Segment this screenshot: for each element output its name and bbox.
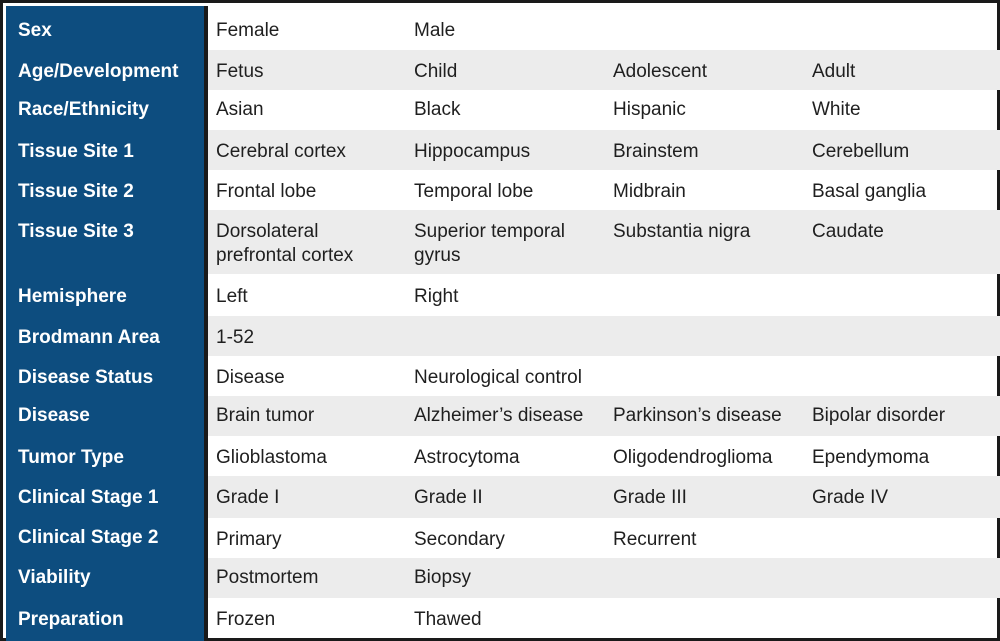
- table-row: [6, 558, 1000, 598]
- table-cell: White: [812, 99, 861, 120]
- row-label: Tissue Site 1: [18, 141, 134, 162]
- row-label: Race/Ethnicity: [18, 99, 149, 120]
- row-label: Clinical Stage 1: [18, 487, 159, 508]
- table-cell: Black: [414, 99, 461, 120]
- table-cell: Superior temporal gyrus: [414, 221, 566, 266]
- table-row: [6, 476, 1000, 518]
- table-cell: Neurological control: [414, 367, 582, 388]
- table-row: [6, 396, 1000, 436]
- table-cell: Temporal lobe: [414, 181, 534, 202]
- row-label: Preparation: [18, 609, 124, 630]
- table-cell: Cerebral cortex: [216, 141, 346, 162]
- row-label: Sex: [18, 20, 52, 41]
- row-label: Clinical Stage 2: [18, 527, 159, 548]
- table-cell: Hispanic: [613, 99, 686, 120]
- row-label: Tissue Site 2: [18, 181, 134, 202]
- table-cell: Grade IV: [812, 487, 889, 508]
- row-label: Disease: [18, 405, 90, 426]
- row-label: Age/Development: [18, 61, 179, 82]
- table-cell: Brainstem: [613, 141, 699, 162]
- table-cell: Grade I: [216, 487, 280, 508]
- row-label: Disease Status: [18, 367, 154, 388]
- table-cell: Thawed: [414, 609, 482, 630]
- row-label: Brodmann Area: [18, 327, 160, 348]
- table-row: [6, 316, 1000, 356]
- row-label: Tissue Site 3: [18, 221, 134, 242]
- table-row: [6, 274, 1000, 316]
- table-cell: Grade II: [414, 487, 483, 508]
- row-label: Tumor Type: [18, 447, 124, 468]
- table-row: [6, 356, 1000, 396]
- table-cell: Grade III: [613, 487, 687, 508]
- table-cell: Asian: [216, 99, 264, 120]
- table-cell: Postmortem: [216, 567, 319, 588]
- table-cell: Substantia nigra: [613, 221, 751, 242]
- row-label: Hemisphere: [18, 286, 127, 307]
- table-cell: Primary: [216, 529, 282, 550]
- table-cell: Frozen: [216, 609, 276, 630]
- table-row: [6, 50, 1000, 90]
- table-row: [6, 518, 1000, 558]
- table-cell: Bipolar disorder: [812, 405, 946, 426]
- table-cell: Hippocampus: [414, 141, 531, 162]
- table-cell: Ependymoma: [812, 447, 930, 468]
- table-row: [6, 598, 1000, 641]
- table-cell: Dorsolateral prefrontal cortex: [216, 221, 354, 266]
- table-row: [6, 436, 1000, 476]
- table-cell: Midbrain: [613, 181, 686, 202]
- table-cell: Recurrent: [613, 529, 697, 550]
- table-cell: Right: [414, 286, 459, 307]
- table-row: [6, 170, 1000, 210]
- table-cell: Fetus: [216, 61, 264, 82]
- table-cell: Basal ganglia: [812, 181, 927, 202]
- table-cell: Adult: [812, 61, 856, 82]
- table-cell: Female: [216, 20, 280, 41]
- table-cell: Cerebellum: [812, 141, 910, 162]
- table-cell: Adolescent: [613, 61, 708, 82]
- table-cell: Alzheimer’s disease: [414, 405, 584, 426]
- table-row: [6, 210, 1000, 274]
- table-cell: 1-52: [216, 327, 255, 348]
- table-cell: Glioblastoma: [216, 447, 327, 468]
- table-cell: Disease: [216, 367, 285, 388]
- table-row: [6, 130, 1000, 170]
- table-cell: Parkinson’s disease: [613, 405, 782, 426]
- table-cell: Left: [216, 286, 248, 307]
- table-cell: Frontal lobe: [216, 181, 317, 202]
- table-row: [6, 90, 1000, 130]
- row-label: Viability: [18, 567, 91, 588]
- table-cell: Secondary: [414, 529, 505, 550]
- table-cell: Caudate: [812, 221, 884, 242]
- table-cell: Astrocytoma: [414, 447, 520, 468]
- table-row: [6, 6, 1000, 50]
- table-cell: Male: [414, 20, 456, 41]
- table-cell: Child: [414, 61, 458, 82]
- table-cell: Brain tumor: [216, 405, 315, 426]
- table-cell: Oligodendroglioma: [613, 447, 773, 468]
- table-cell: Biopsy: [414, 567, 472, 588]
